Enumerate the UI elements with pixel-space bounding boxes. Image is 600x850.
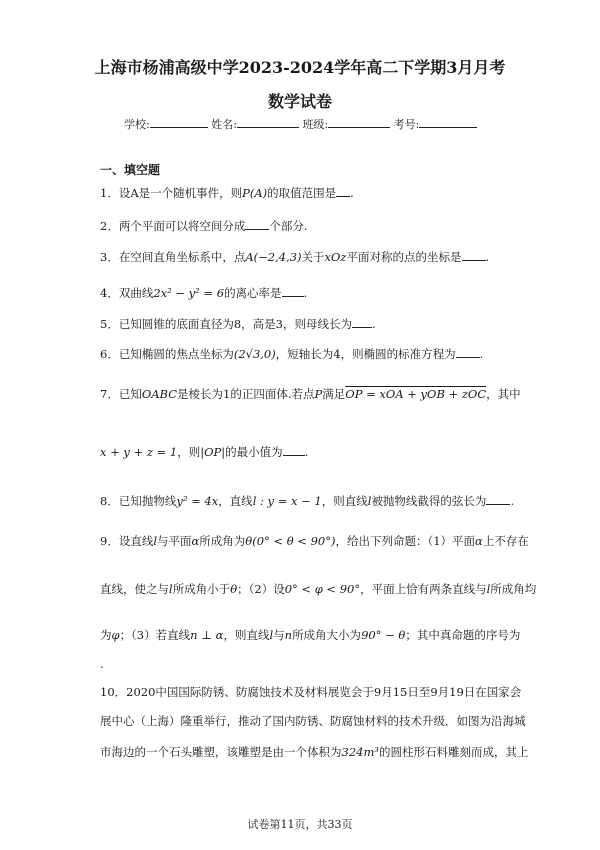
q10-text: 市海边的一个石头雕塑，该雕塑是由一个体积为 [100,745,342,759]
q9-text: 所成角小于 [172,582,231,596]
q7-text: 满足 [322,387,346,401]
question-10 [100,684,521,700]
q6-end: . [479,347,484,361]
question-9-end [100,657,104,671]
q7-formula: |OP| [200,445,226,459]
q6-formula: (2√3,0) [233,347,276,361]
class-field[interactable] [328,115,390,128]
q3-text: 平面对称的点的坐标是 [346,250,462,264]
q10-text: 展中心（上海）隆重举行，推动了国内防锈、防腐蚀材料的技术升级．如图为沿海城 [100,714,526,728]
q7-end: . [304,445,309,459]
question-9-cont [100,581,536,597]
exam-number-field[interactable] [419,115,477,128]
q8-formula: l : y = x − 1 [252,494,322,508]
q9-formula: l [153,534,158,548]
question-6 [100,346,483,362]
class-label: 班级: [302,118,329,131]
question-9-cont [100,627,520,643]
q9-end: . [100,657,104,671]
q8-text: 被抛物线截得的弦长为 [371,494,487,508]
question-5 [100,316,376,332]
question-10-cont [100,744,528,760]
q9-formula: l [169,582,173,596]
q8-formula: l [367,494,372,508]
q9-formula: φ [111,628,120,642]
name-label: 姓名: [211,118,237,131]
q4-end: . [303,286,308,300]
q9-formula: α [475,534,483,548]
q9-text: 为 [100,628,112,642]
q9-text: 所成角大小为 [292,628,362,642]
q8-formula: y² = 4x [176,494,219,508]
section-heading: 一、填空题 [100,163,161,177]
q8-end: . [510,494,515,508]
q9-text: 直线，使之与 [100,582,169,596]
question-7-cont [100,444,308,460]
q8-text: ，则直线 [321,494,368,508]
q1-text: 的取值范围是 [267,186,337,200]
q7-formula: P [314,387,323,401]
q9-text: ；（2）设 [237,582,285,596]
q3-answer-blank[interactable] [462,249,486,261]
school-label: 学校: [124,118,150,131]
q9-formula: θ [230,582,238,596]
q2-answer-blank[interactable] [245,218,269,230]
q9-formula: l [269,628,274,642]
question-3 [100,249,489,265]
exam-number-label: 考号: [393,118,420,131]
q9-text: ；（3）若直线 [119,628,191,642]
q9-text: ，则直线 [223,628,270,642]
q9-formula: α [191,534,200,548]
q7-text: ，其中 [486,387,521,401]
q9-formula: θ(0° < θ < 90°) [245,534,336,548]
q10-text: 10．2020中国国际防锈、防腐蚀技术及材料展览会于9月15日至9月19日在国家会 [100,685,522,699]
q7-answer-blank[interactable] [283,444,305,456]
name-field[interactable] [237,115,299,128]
q1-text: 1．设A是一个随机事件，则 [100,186,243,200]
q4-answer-blank[interactable] [282,285,304,297]
q7-formula: OABC [141,387,178,401]
q9-text: 所成角为 [199,534,246,548]
student-info-fields [124,115,477,132]
q9-formula: 0° < φ < 90° [284,582,361,596]
q2-text: 2．两个平面可以将空间分成 [100,219,246,233]
q10-formula: 324m³ [341,745,379,759]
q3-formula: xOz [324,250,347,264]
q3-text: 关于 [301,250,325,264]
q9-text: 9．设直线 [100,534,154,548]
q9-formula: l [486,582,491,596]
q7-text: 的最小值为 [225,445,283,459]
page-subtitle: 数学试卷 [267,92,332,111]
q5-end: . [371,317,376,331]
page-title: 上海市杨浦高级中学2023-2024学年高二下学期3月月考 [94,58,506,77]
question-2 [100,218,307,234]
q2-text: 个部分. [269,219,308,233]
q9-text: 所成角均 [490,582,537,596]
q9-text: ；其中真命题的序号为 [405,628,521,642]
q3-end: . [485,250,490,264]
question-8 [100,493,514,509]
q9-text: 上不存在 [482,534,529,548]
q6-text: ，短轴长为4，则椭圆的标准方程为 [275,347,456,361]
q4-text: 4．双曲线 [100,286,154,300]
q4-formula: 2x² − y² = 6 [153,286,225,300]
q1-answer-blank[interactable] [336,185,350,197]
q7-text: 是棱长为1的正四面体.若点 [177,387,315,401]
q4-text: 的离心率是 [224,286,282,300]
q9-text: 与 [273,628,285,642]
question-1 [100,185,354,201]
q8-answer-blank[interactable] [486,493,510,505]
q6-answer-blank[interactable] [456,346,480,358]
q7-text: ，则 [177,445,201,459]
q7-text: 7．已知 [100,387,142,401]
page-footer: 试卷第11页，共33页 [247,818,353,831]
q5-text: 5．已知圆锥的底面直径为8，高是3，则母线长为 [100,317,352,331]
q5-answer-blank[interactable] [352,316,372,328]
question-9 [100,533,529,549]
q9-formula: 90° − θ [361,628,406,642]
q3-formula: A(−2,4,3) [245,250,302,264]
q9-text: 与平面 [157,534,192,548]
q10-text: 的圆柱形石料雕刻而成，其上 [378,745,529,759]
q9-formula: n ⊥ α [190,628,224,642]
q7-vector-formula: OP = xOA + yOB + zOC [345,387,487,401]
q8-text: ，直线 [218,494,253,508]
q1-end: . [350,186,354,200]
question-4 [100,285,307,301]
school-field[interactable] [150,115,208,128]
q7-formula: x + y + z = 1 [100,445,178,459]
q6-text: 6．已知椭圆的焦点坐标为 [100,347,234,361]
q1-formula: P(A) [242,186,268,200]
q9-text: ，给出下列命题：（1）平面 [335,534,476,548]
q3-text: 3．在空间直角坐标系中，点 [100,250,246,264]
q8-text: 8．已知抛物线 [100,494,177,508]
question-7 [100,386,521,402]
question-10-cont [100,713,526,729]
q9-text: ，平面上恰有两条直线与 [360,582,487,596]
q9-formula: n [284,628,293,642]
